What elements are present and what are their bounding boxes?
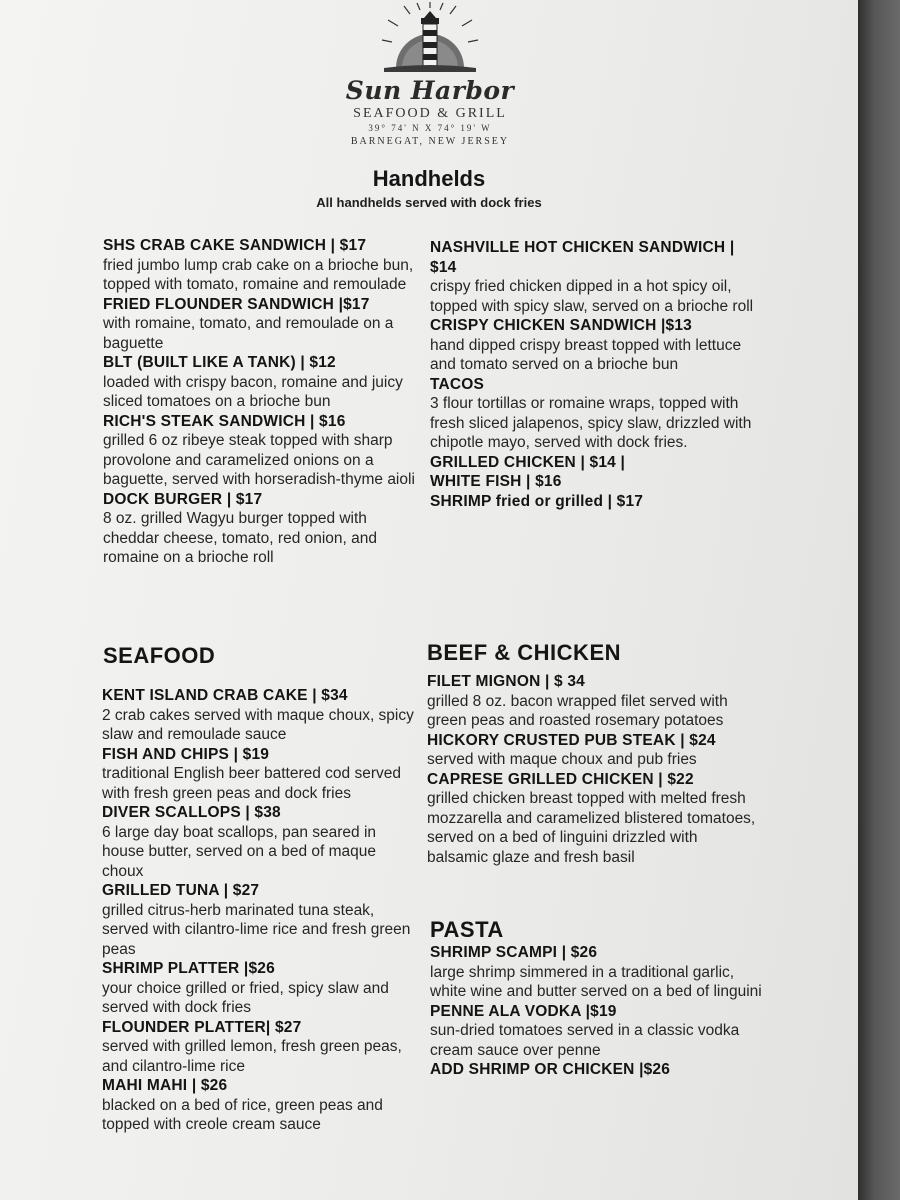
menu-item-title: WHITE FISH | $16 [430,473,562,490]
menu-item [430,375,760,453]
menu-item [102,1018,420,1077]
menu-item-desc: crispy fried chicken dipped in a hot spicy oil, topped with spicy slaw, served on a brioche roll [430,278,754,315]
menu-item-title: SHRIMP SCAMPI | $26 [430,944,598,961]
menu-item-title: SHRIMP PLATTER |$26 [102,960,275,977]
menu-item-desc: large shrimp simmered in a traditional garlic, white wine and butter served on a bed of linguini [430,963,762,1000]
menu-item-title: PENNE ALA VODKA |$19 [430,1002,617,1020]
seafood-title: SEAFOOD [103,643,216,668]
menu-item-desc: grilled citrus-herb marinated tuna steak, served with cilantro-lime rice and fresh green peas [102,901,411,958]
menu-item-title: SHS CRAB CAKE SANDWICH | $17 [103,237,367,254]
handhelds-left-column [103,236,421,568]
menu-item-title: TACOS [430,375,485,393]
menu-item [103,412,421,490]
menu-item-desc: 6 large day boat scallops, pan seared in house butter, served on a bed of maque choux [102,823,377,880]
menu-item-desc: fried jumbo lump crab cake on a brioche bun, topped with tomato, romaine and remoulade [103,256,414,293]
pasta-title: PASTA [430,917,504,942]
handhelds-right-column [430,238,760,511]
menu-item-desc: served with grilled lemon, fresh green peas, and cilantro-lime rice [102,1038,402,1075]
brand-coordinates: 39° 74' N X 74° 19' W [368,123,492,133]
menu-item [103,353,421,412]
menu-item-title: DIVER SCALLOPS | $38 [102,804,281,821]
menu-item-desc: served with maque choux and pub fries [427,751,697,768]
menu-item [103,295,421,354]
menu-item [102,745,420,804]
menu-item-desc: grilled 6 oz ribeye steak topped with sharp provolone and caramelized onions on a baguette, served with horseradish-thyme aioli [103,432,415,488]
menu-item-title: SHRIMP fried or grilled | $17 [430,492,644,510]
menu-item [102,686,420,745]
menu-item-title: NASHVILLE HOT CHICKEN SANDWICH | $14 [430,239,735,276]
menu-item-title: MAHI MAHI | $26 [102,1077,228,1094]
seafood-column [102,686,420,1135]
menu-item-desc: 3 flour tortillas or romaine wraps, topped with fresh sliced jalapenos, spicy slaw, drizzled with chipotle mayo, served with dock fries. [430,395,752,451]
menu-item [102,959,420,1018]
menu-item-title: BLT (BUILT LIKE A TANK) | $12 [103,354,336,371]
brand-name: Sun Harbor [345,76,515,105]
menu-item-title: FILET MIGNON | $ 34 [427,673,585,690]
beef-chicken-title: BEEF & CHICKEN [427,640,622,665]
brand-logo [330,2,530,152]
menu-item-title: CRISPY CHICKEN SANDWICH |$13 [430,317,693,334]
menu-item [103,490,421,568]
menu-item-title: DOCK BURGER | $17 [103,490,263,508]
menu-item-title: RICH'S STEAK SANDWICH | $16 [103,412,346,430]
handhelds-title: Handhelds [372,166,486,191]
menu-item [102,803,420,881]
menu-item [430,238,760,316]
menu-item [430,1002,765,1061]
brand-location: BARNEGAT, NEW JERSEY [350,136,510,147]
handhelds-note: All handhelds served with dock fries [316,195,542,210]
menu-item [427,672,762,731]
menu-item [102,1076,420,1135]
beef-chicken-column [427,672,762,867]
brand-tagline: SEAFOOD & GRILL [353,106,507,121]
menu-item-title: ADD SHRIMP OR CHICKEN |$26 [430,1061,671,1078]
menu-item-title: FRIED FLOUNDER SANDWICH |$17 [103,295,370,313]
lighthouse-sun-icon [380,2,480,82]
menu-item [430,943,765,1002]
menu-item [103,236,421,295]
menu-item-title: FISH AND CHIPS | $19 [102,745,270,763]
menu-item-title: KENT ISLAND CRAB CAKE | $34 [102,687,348,704]
menu-item [427,770,762,868]
menu-item-desc: traditional English beer battered cod served with fresh green peas and dock fries [102,765,401,802]
menu-item [430,316,760,375]
menu-item-desc: 8 oz. grilled Wagyu burger topped with cheddar cheese, tomato, red onion, and romaine on a brioche roll [103,510,378,566]
menu-item-desc: hand dipped crispy breast topped with lettuce and tomato served on a brioche bun [430,336,742,373]
table-background [858,0,900,1200]
menu-item-title: CAPRESE GRILLED CHICKEN | $22 [427,770,694,788]
menu-item-desc: loaded with crispy bacon, romaine and juicy sliced tomatoes on a brioche bun [103,373,403,410]
menu-item-desc: blacked on a bed of rice, green peas and topped with creole cream sauce [102,1096,383,1133]
menu-item-title: HICKORY CRUSTED PUB STEAK | $24 [427,731,716,749]
menu-item-desc: 2 crab cakes served with maque choux, spicy slaw and remoulade sauce [102,706,414,743]
menu-item-desc: grilled 8 oz. bacon wrapped filet served with green peas and roasted rosemary potatoes [427,692,728,729]
menu-item-desc: with romaine, tomato, and remoulade on a baguette [103,315,394,352]
menu-item [427,731,762,770]
menu-item [102,881,420,959]
menu-item-desc: sun-dried tomatoes served in a classic vodka cream sauce over penne [430,1022,740,1059]
menu-item-desc: your choice grilled or fried, spicy slaw and served with dock fries [102,979,389,1016]
menu-item-desc: grilled chicken breast topped with melted fresh mozzarella and caramelized blistered tomatoes, served on a bed of linguini drizzled with balsamic glaze and fresh basil [427,790,756,866]
menu-item-title: GRILLED CHICKEN | $14 | [430,453,625,471]
menu-item-title: FLOUNDER PLATTER| $27 [102,1018,302,1036]
menu-item-title: GRILLED TUNA | $27 [102,882,260,899]
pasta-column [430,943,765,1080]
